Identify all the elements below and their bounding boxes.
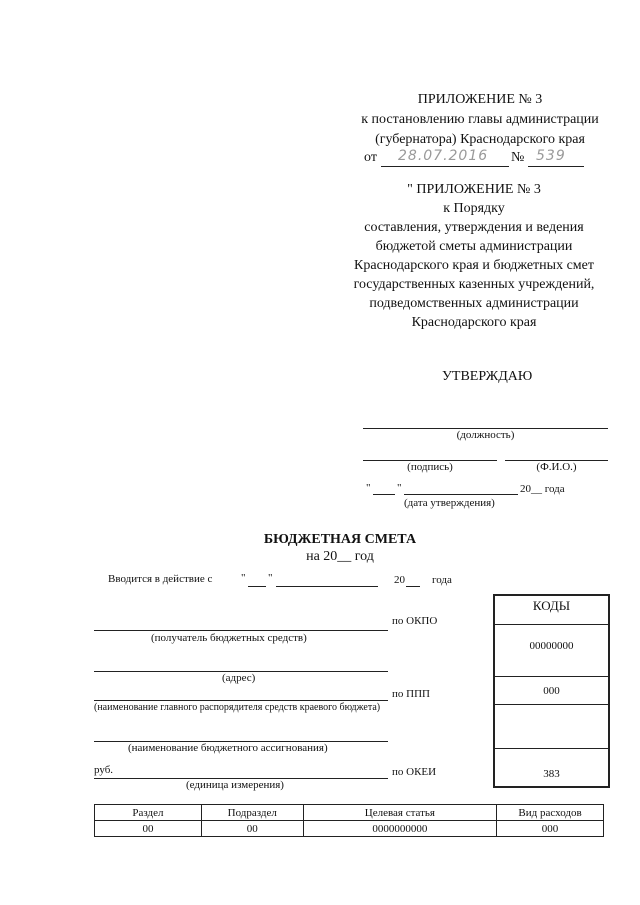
table-row — [95, 821, 604, 837]
sub-header-line: бюджетой сметы администрации — [375, 239, 573, 254]
okpo-code: 00000000 — [529, 640, 574, 652]
unit-value: руб. — [94, 764, 114, 776]
recipient-line — [94, 630, 388, 631]
handwritten-date: 28.07.2016 — [398, 148, 489, 164]
recipient-label: (получатель бюджетных средств) — [151, 632, 307, 644]
allocation-label: (наименование бюджетного ассигнования) — [128, 742, 328, 754]
effective-day-line — [248, 586, 266, 587]
okpo-label: по ОКПО — [392, 615, 438, 627]
table-cell: 000 — [497, 821, 604, 837]
document-title: БЮДЖЕТНАЯ СМЕТА — [263, 532, 417, 547]
number-prefix: № — [511, 150, 525, 165]
header-line: к постановлению главы администрации — [361, 112, 599, 127]
sub-header-line: Краснодарского края и бюджетных смет — [354, 258, 594, 273]
date-prefix: от — [364, 150, 377, 165]
header-line: (губернатора) Краснодарского края — [375, 132, 585, 147]
table-header-cell: Целевая статья — [303, 805, 496, 821]
approval-year-text: 20__ года — [520, 483, 565, 495]
table-cell: 00 — [95, 821, 202, 837]
ppp-code: 000 — [543, 685, 560, 697]
effective-prefix: Вводится в действие с — [108, 573, 213, 585]
handwritten-number: 539 — [536, 148, 566, 164]
unit-label: (единица измерения) — [186, 779, 284, 791]
document-subtitle: на 20__ год — [306, 549, 374, 564]
effective-month-line — [276, 586, 378, 587]
effective-quote-open: " — [241, 572, 246, 584]
okei-label: по ОКЕИ — [392, 766, 437, 778]
sub-header-line: " ПРИЛОЖЕНИЕ № 3 — [407, 182, 541, 197]
appendix-title: ПРИЛОЖЕНИЕ № 3 — [417, 92, 543, 107]
approval-title: УТВЕРЖДАЮ — [442, 369, 533, 384]
approval-month-line — [404, 494, 518, 495]
effective-suffix: года — [432, 574, 452, 586]
position-label: (должность) — [456, 429, 515, 441]
codes-header: КОДЫ — [495, 596, 608, 625]
sub-header-line: к Порядку — [443, 201, 505, 216]
classification-table — [94, 804, 604, 837]
fio-label: (Ф.И.О.) — [536, 461, 577, 473]
address-label: (адрес) — [222, 672, 256, 684]
approval-date-quote-close: " — [397, 482, 402, 494]
number-underline — [528, 166, 584, 167]
sub-header-line: Краснодарского края — [411, 315, 537, 330]
approval-day-line — [373, 494, 395, 495]
table-header-cell: Подраздел — [201, 805, 303, 821]
codes-divider — [495, 704, 608, 705]
approval-date-quote-open: " — [366, 482, 371, 494]
table-cell: 0000000000 — [303, 821, 496, 837]
date-underline — [381, 166, 509, 167]
codes-box — [493, 594, 610, 788]
okei-code: 383 — [543, 768, 560, 780]
codes-divider — [495, 748, 608, 749]
effective-year: 20 — [394, 574, 405, 586]
sub-header-line: государственных казенных учреждений, — [353, 277, 595, 292]
main-manager-line — [94, 700, 388, 701]
table-cell: 00 — [201, 821, 303, 837]
main-manager-label: (наименование главного распорядителя средств краевого бюджета) — [94, 702, 381, 713]
effective-year-line — [406, 586, 420, 587]
table-header-cell: Раздел — [95, 805, 202, 821]
approval-date-label: (дата утверждения) — [404, 497, 495, 509]
table-header-cell: Вид расходов — [497, 805, 604, 821]
ppp-label: по ППП — [392, 688, 430, 700]
table-header-row — [95, 805, 604, 821]
sub-header-line: составления, утверждения и ведения — [364, 220, 584, 235]
codes-divider — [495, 676, 608, 677]
effective-quote-close: " — [268, 572, 273, 584]
signature-label: (подпись) — [407, 461, 453, 473]
sub-header-line: подведомственных администрации — [369, 296, 579, 311]
